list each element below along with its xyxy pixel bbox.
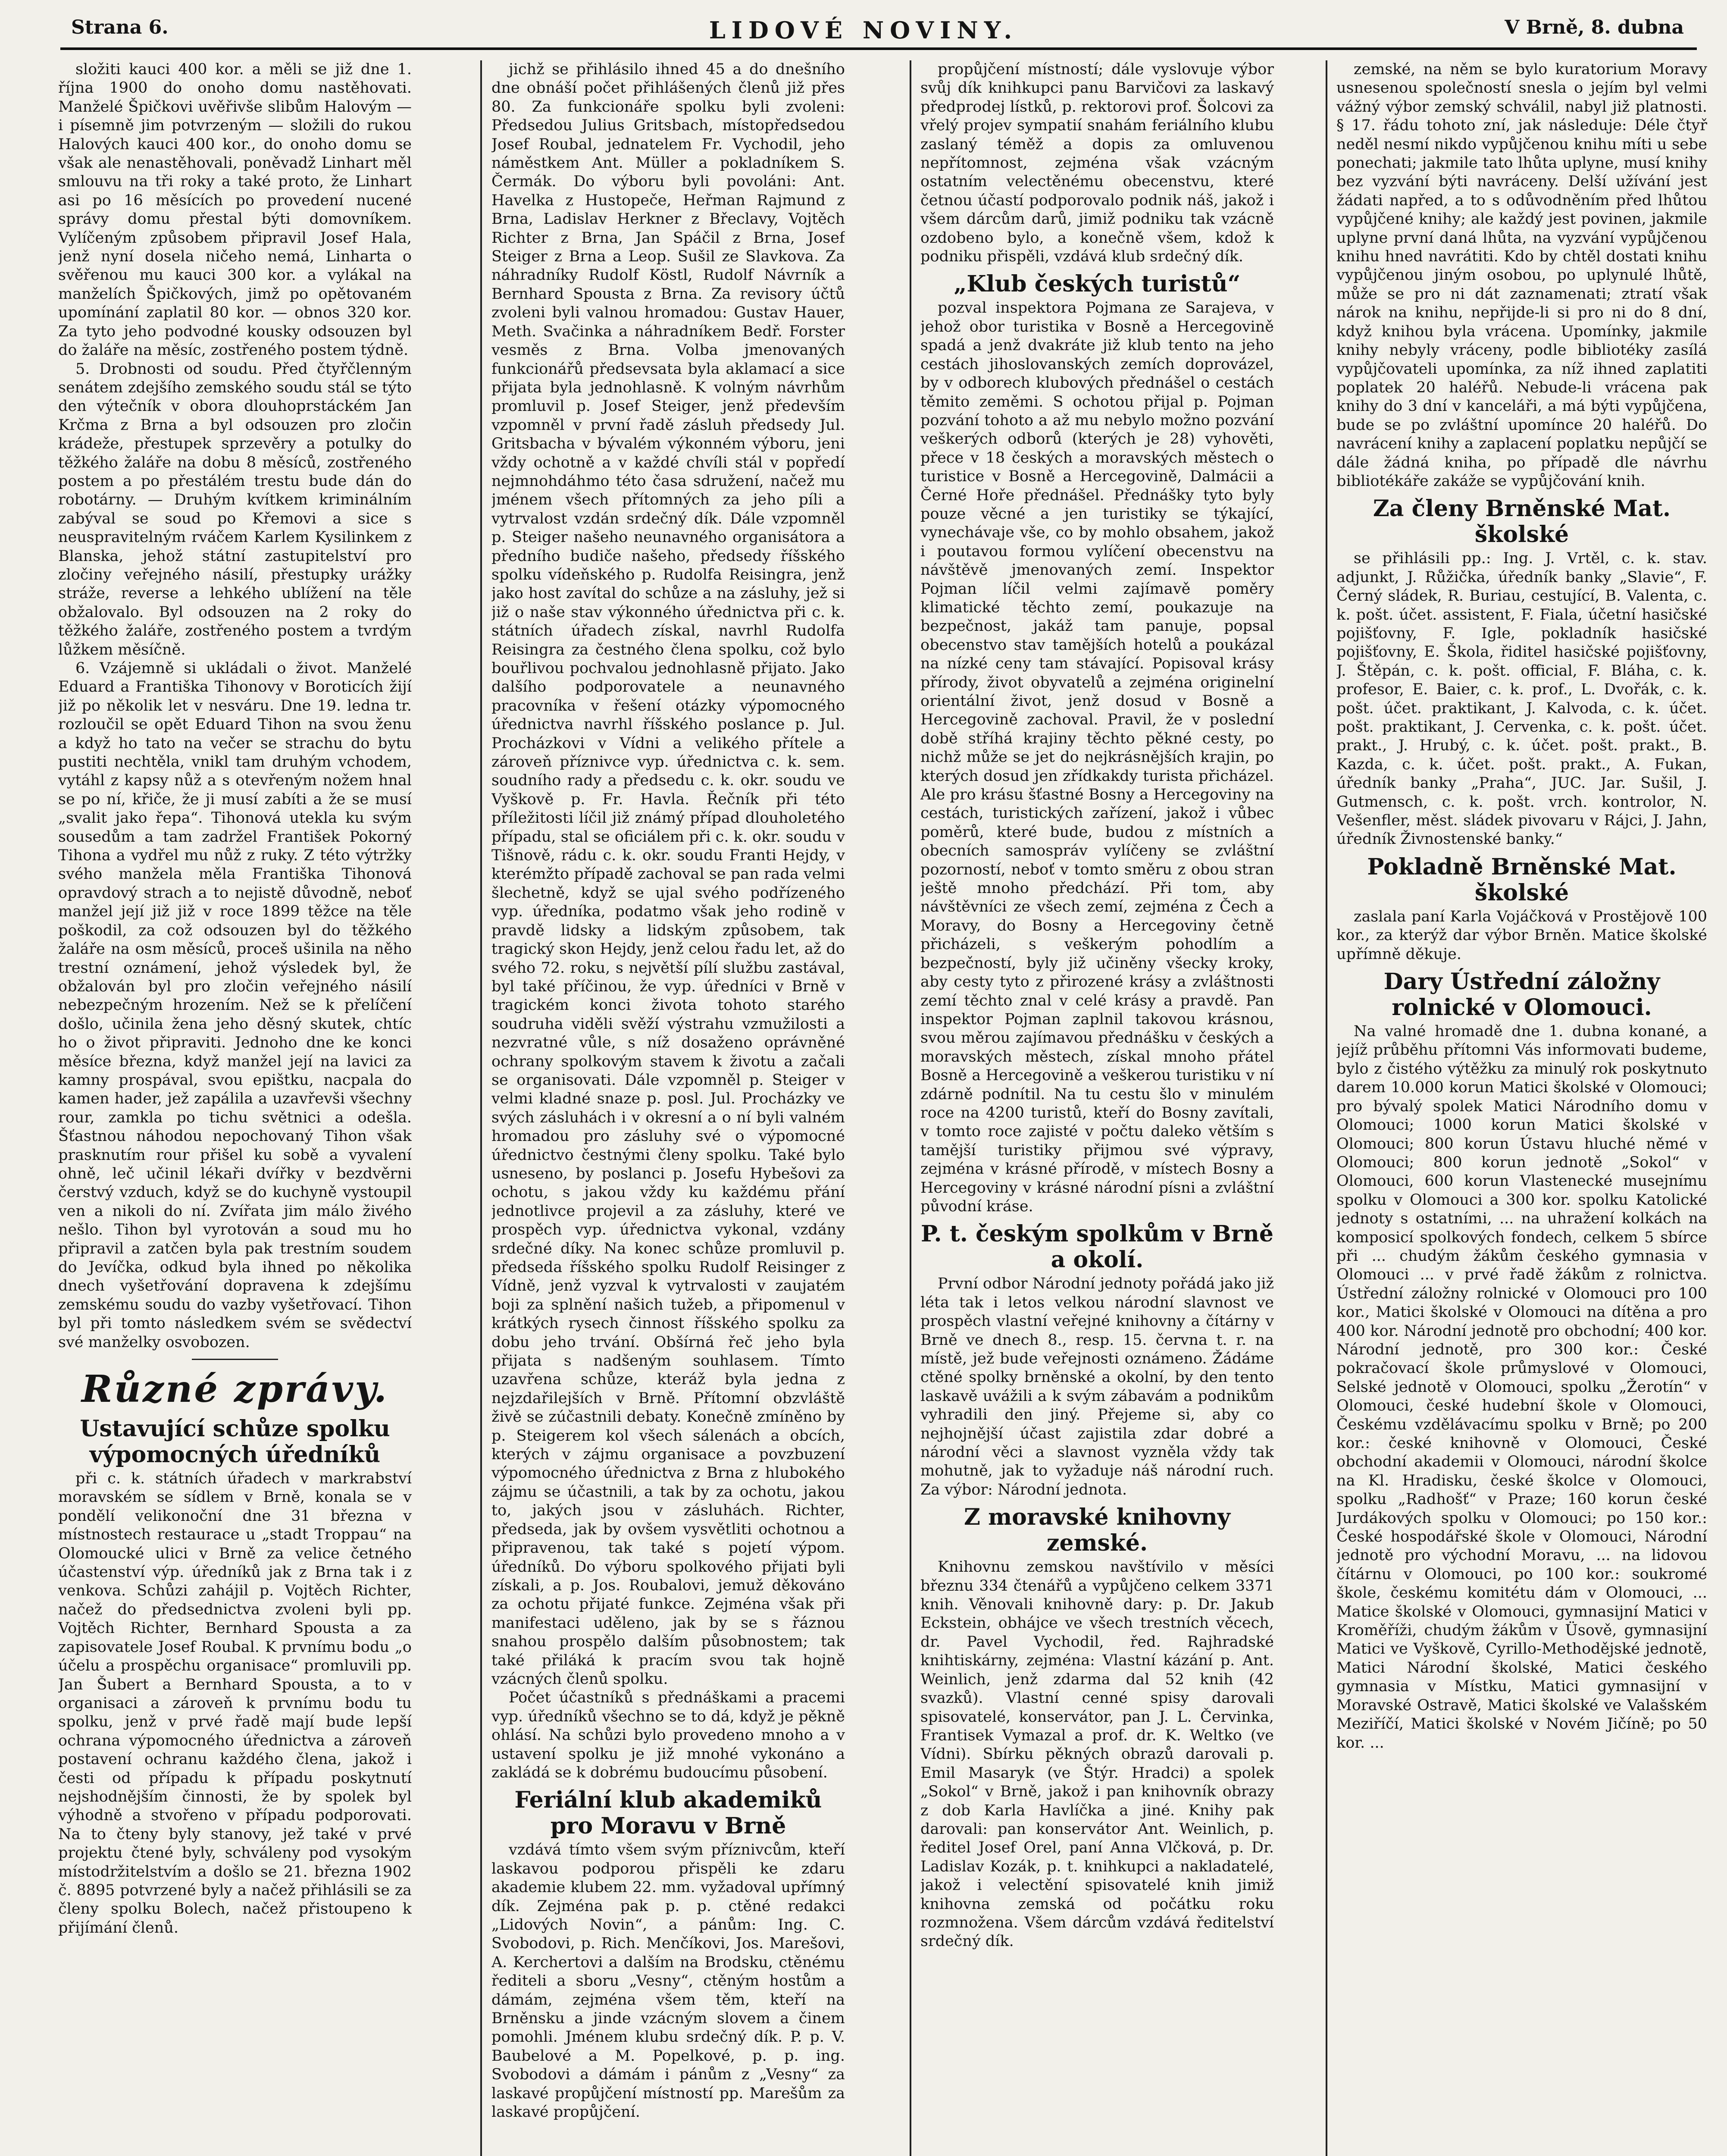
article-paragraph: složiti kauci 400 kor. a měli se již dne 1. října 1900 do onoho domu nastěhovati. Manželé Špičkovi uvěřivše slibům Halovým — i písemně jim potvrzeným — složili do rukou Halových kauci 400 kor., do onoho domu se však ale nenastěhovali, poněvadž Linhart měl smlouvu na tři roky a také proto, že Linhart asi po 16 měsících po provedení nucené správy domu přestal býti domovníkem. Vylíčeným způsobem připravil Josef Hala, jenž nyní dosela ničeho nemá, Linharta o svěřenou mu kauci 300 kor. a vylákal na manželích Špičkových, jimž po opětovaném upomínání zaplatil 80 kor. — obnos 320 kor. Za tyto jeho podvodné kousky odsouzen byl do žaláře na měsíc, zostřeného postem týdně. [58,61,412,359]
article-paragraph: zemské, na něm se bylo kuratorium Moravy usnesenou společností snesla o jejím byl velmi vážný výbor zemský schválil, nabyl již platnosti. § 17. řádu tohoto zní, jak následuje: Déle čtyř neděl nesmí nikdo vypůjčenou knihu míti u sebe ponechati; jakmile tato lhůta uplyne, musí knihy bez vyzvání býti navráceny. Delší užívání jest žádati napřed, a to s odůvodněním před lhůtou vypůjčené knihy; ale každý jest povinen, jakmile uplyne první daná lhůta, na vyzvání vypůjčenou knihu hned navrátiti. Kdo by chtěl dostati knihu vypůjčenou jiným osobou, po uplynulé lhůtě, může se pro ni dát zaznamenati; ztratí však nárok na knihu, nepřijde-li si pro ni do 8 dní, když knihou byla vrácena. Upomínky, jakmile knihy nebyly vráceny, podle bibliotéky zasílá vypůjčovateli upomínka, za níž ihned zaplatiti poplatek 20 haléřů. Nebude-li vrácena pak knihy do 3 dní v kanceláři, a má býti vypůjčena, bude se po zvláštní upomínce 20 haléřů. Do navrácení knihy a zaplacení poplatku nepůjčí se dále žádná kniha, po případě dle návrhu bibliotékáře zakáže se vypůjčování knih. [1336,61,1707,490]
column-divider [1326,60,1327,2156]
article-paragraph: pozval inspektora Pojmana ze Sarajeva, v jehož obor turistika v Bosně a Hercegovině spadá a jenž dvakráte již klub tento na jeho cestách jihoslovanských zemích doprovázel, by v odborech klubových přednášel o cestách těmito zeměmi. S ochotou přijal p. Pojman pozvání tohoto a až mu nebylo možno pozvání veškerých odborů (kterých je 28) vyhověti, přece v 18 českých a moravských městech o turistice v Bosně a Hercegovině, Dalmácii a Černé Hoře přednášel. Přednášky tyto byly pouze věcné a jen turistiky se týkající, vynechávaje vše, co by mohlo obsahem, jakož i poutavou formou vylíčení obecenstvu na návštěvě jmenovaných zemí. Inspektor Pojman líčil velmi zajímavě poměry klimatické těchto zemí, poukazuje na bezpečnost, jakáž tam panuje, popsal obecenstvo stav tamějších hotelů a poukázal na nízké ceny tam stávající. Popisoval krásy přírody, život obyvatelů a zejména originelní orientální život, jenž dosud v Bosně a Hercegovině zachoval. Pravil, že v poslední době stříhá krajiny těchto pěkné cesty, po nichž může se jet do nejkrásnějších krajin, po kterých dosud jen zřídkakdy turista přicházel. Ale pro krásu šťastné Bosny a Hercegoviny na cestách, turistických zařízení, jakož i vůbec poměrů, které bude, budou z místních a obecních samospráv vylíčeny se zvláštní pozorností, neboť v tomto směru z obou stran ještě mnoho předchází. Při tom, aby návštěvníci ze všech zemí, zejména z Čech a Moravy, do Bosny a Hercegoviny četně přicházeli, s veškerým pohodlím a bezpečností, byly již učiněny všecky kroky, aby cesty tyto z přirozené krásy a zvláštnosti zemí těchto znal v celé krásy a pravdě. Pan inspektor Pojman zaplnil takovou krásnou, svou měrou zajímavou přednášku v českých a moravských městech, získal mnoho přátel Bosně a Hercegovině a veškerou turistiku v ní zdárně podnítil. Na tu cestu šlo v minulém roce na 4200 turistů, kteří do Bosny zavítali, v tomto roce zajisté v počtu daleko větším s tamější turistiky přijmou své výpravy, zejména v krásné přírodě, v místech Bosny a Hercegoviny v krásné národní písni a zvláštní původní kráse. [920,299,1274,1215]
section-heading: Různé zprávy. [81,1367,389,1411]
article-heading: Pokladně Brněnské Mat. školské [1367,853,1677,906]
article-paragraph: při c. k. státních úřadech v markrabství moravském se sídlem v Brně, konala se v pondělí velikonoční dne 31 března v místnostech restaurace u „stadt Troppau“ na Olomoucké ulici v Brně za velice četného účastenství výp. úředníků jak z Brna tak i z venkova. Schůzi zahájil p. Vojtěch Richter, načež do předsednictva zvoleni byli pp. Vojtěch Richter, Bernhard Spousta a za zapisovatele Josef Roubal. K prvnímu bodu „o účelu a prospěchu organisace“ promluvili pp. Jan Šubert a Bernhard Spousta, a to v organisaci a zároveň k prvnímu bodu tu spolku, jenž v prvé řadě mají bude lepší ochrana výpomocného úřednictva a zároveň postavení ochranu každého člena, jakož i česti od případu k případu poskytnutí nejshodnějším činnosti, že by spolek byl výhodně a stvořeno v případu podporovati. Na to čteny byly stanovy, jež také v prvé projektu čtené byly, schváleny pod vysokým místodržitelstvím a došlo se 21. března 1902 č. 8895 potvrzené byly a načež přihlásili se za členy spolku Bolech, načež přistoupeno k přijímání členů. [58,1470,412,1937]
article-heading: „Klub českých turistů“ [954,271,1241,298]
article-heading: P. t. českým spolkům v Brně a okolí. [921,1221,1273,1273]
article-heading: Dary Ústřední záložny rolnické v Olomouci. [1383,968,1660,1021]
article-paragraph: Počet účastníků s přednáškami a pracemi vyp. úředníků všechno se to dá, když je pěkně ohlásí. Na schůzi bylo provedeno mnoho a v ustavení spolku je již mnohé vykonáno a zakládá se k dobrému budoucímu působení. [491,1689,845,1781]
page-number: Strana 6. [71,16,169,38]
column-divider [910,60,911,2156]
column-2 [491,60,845,2156]
article-paragraph: První odbor Národní jednoty pořádá jako již léta tak i letos velkou národní slavnost ve prospěch vlastní veřejné knihovny a čítárny v Brně ve dnech 8., resp. 15. června t. r. na místě, jež bude veřejnosti oznámeno. Žádáme ctěné spolky brněnské a okolní, by den tento laskavě uvážili a k svým zábavám a podnikům vyhradili den jiný. Přejeme si, aby co nejhojnější účast zajistila zdar dobré a národní věci a slavnost vyzněla vždy tak mohutně, jak to vyžaduje náš národní ruch. Za výbor: Národní jednota. [920,1275,1274,1498]
column-divider [480,60,482,2156]
header-rule [60,47,1697,50]
article-paragraph: 5. Drobnosti od soudu. Před čtyřčlenným senátem zdejšího zemského soudu stál se týto den výtečník v obora dlouhoprstáckém Jan Krčma z Brna a byl odsouzen pro zločin krádeže, přestupek sprzevěry a potulky do těžkého žaláře na dobu 8 měsíců, zostřeného postem a po přestálém trestu bude dán do robotárny. — Druhým kvítkem kriminálním zabýval se soud po Křemovi a sice s neuspravitelným rváčem Karlem Kysilinkem z Blanska, jehož státní zastupitelství pro zločiny veřejného násilí, přestupky urážky stráže, reverse a lehkého ublížení na těle obžalovalo. Byl odsouzen na 2 roky do těžkého žaláře, zostřeného postem a tvrdým lůžkem měsíčně. [58,360,412,658]
column-1 [58,60,412,2156]
article-heading: Z moravské knihovny zemské. [964,1504,1230,1557]
newspaper-title: LIDOVÉ NOVINY. [709,16,1018,44]
article-paragraph: zaslala paní Karla Vojáčková v Prostějově 100 kor., za kterýž dar výbor Brněn. Matice školské upřímně děkuje. [1336,908,1707,963]
issue-date: V Brně, 8. dubna [1505,16,1684,38]
article-separator [192,1359,278,1360]
article-paragraph: vzdává tímto všem svým příznivcům, kteří laskavou podporou přispěli ke zdaru akademie klubem 22. mm. vyžadoval upřímný dík. Zejména pak p. p. ctěné redakci „Lidových Novin“, a pánům: Ing. C. Svobodovi, p. Rich. Menčíkovi, Jos. Marešovi, A. Kerchertovi a dalším na Brodsku, ctěnému řediteli a sboru „Vesny“, ctěným hostům a dámám, zejména všem těm, kteří na Brněnsku a jinde vzácným slovem a činem pomohli. Jménem klubu srdečný dík. P. p. V. Baubelové a M. Popelkové, p. p. ing. Svobodovi a dámám i pánům z „Vesny“ za laskavé propůjčení místností pp. Marešům za laskavé propůjčení. [491,1841,845,2121]
article-paragraph: Na valné hromadě dne 1. dubna konané, a jejíž průběhu přítomni Vás informovati budeme, bylo z čistého výtěžku za minulý rok poskytnuto darem 10.000 korun Matici školské v Olomouci; pro bývalý spolek Matici Národního domu v Olomouci; 1000 korun Matici školské v Olomouci; 800 korun Ústavu hluché němé v Olomouci; 800 korun jednotě „Sokol“ v Olomouci, 600 korun Vlastenecké musejnímu spolku v Olomouci a 300 kor. spolku Katolické jednoty s ostatními, ... na uhražení kolkách na komposicí spolkových fondech, celkem 5 sbírce při ... chudým žákům českého gymnasia v Olomouci ... v prvé řadě žákům z rolnictva. Ústřední záložny rolnické v Olomouci pro 100 kor., Matici školské v Olomouci na dítěna a pro 400 kor. Národní jednotě pro obchodní; 400 kor. Národní jednotě, pro 300 kor.: České pokračovací škole průmyslové v Olomouci, Selské jednotě v Olomouci, spolku „Žerotín“ v Olomouci, české hudební škole v Olomouci, Českému vzdělávacímu spolku v Brně; po 200 kor.: české knihovně v Olomouci, České obchodní akademii v Olomouci, národní školce na Kl. Hradisku, české školce v Olomouci, spolku „Radhošť“ v Praze; 160 korun české Jurdákových spolku v Olomouci; po 150 kor.: České hospodářské škole v Olomouci, Národní jednotě pro východní Moravu, ... na lidovou čítárnu v Olomouci, po 100 kor.: soukromé škole, českému komitétu dám v Olomouci, ... Matice školské v Olomouci, gymnasijní Matici v Kroměříži, chudým žákům v Üsově, gymnasijní Matici ve Vyškově, Cyrillo-Methodějské jednotě, Matici Národní školské, Matici českého gymnasia v Místku, Matici gymnasijní v Moravské Ostravě, Matici školské ve Valašském Meziříčí, Matici školské v Novém Jičíně; po 50 kor. ... [1336,1023,1707,1752]
article-heading: Za členy Brněnské Mat. školské [1373,495,1671,548]
column-3 [920,60,1274,2156]
article-heading: Feriální klub akademiků pro Moravu v Brně [514,1787,822,1839]
article-paragraph: 6. Vzájemně si ukládali o život. Manželé Eduard a Františka Tihonovy v Boroticích žijí již po několik let v nesváru. Dne 19. ledna tr. rozloučil se opět Eduard Tihon na svou ženu a když ho tato na večer se strachu do bytu pustiti nechtěla, vnikl tam druhým vchodem, vytáhl z kapsy nůž a s otevřeným nožem hnal se po ní, křiče, že ji musí zabíti a že se musí „svalit jako řepa“. Tihonová utekla ku svým sousedům a tam zadržel František Pokorný Tihona a vydřel mu nůž z ruky. Z této výtržky svého manžela měla Františka Tihonová opravdový strach a to nejistě důvodně, neboť manžel její již již v roce 1899 těžce na těle poškodil, za což odsouzen byl do těžkého žaláře na osm měsíců, proceš ušinila na něho trestní oznámení, jehož výsledek byl, že obžalován byl pro zločin veřejného násilí nebezpečným hrozením. Než se k přelíčení došlo, učinila žena jeho děsný skutek, chtíc ho o život připraviti. Jednoho dne ke konci měsíce března, když manžel její na lavici za kamny prospával, svou epištku, nacpala do kamen hader, jež zapálila a uzavřevši všechny rour, zamkla po tichu světnici a odešla. Šťastnou náhodou nepochovaný Tihon však prasknutím rour přišel ku sobě a vyvalení ohně, leč učinil lékaři dvířky v bezdvěrni čerstvý vzduch, když se do kuchyně vystoupil ven a nikoli do ní. Zvířata jim málo živého nešlo. Tihon byl vyrotován a soud mu ho připravil a zatčen byla pak trestním soudem do Jevíčka, odkud byla ihned po několika dnech vyšetřování dopravena k zdejšímu zemskému soudu do vazby vyšetřovací. Tihon byl při tomto následkem svém se svědectví své manželky osvobozen. [58,660,412,1351]
article-heading: Ustavující schůze spolku výpomocných úředníků [80,1416,390,1468]
article-paragraph: Knihovnu zemskou navštívilo v měsíci březnu 334 čtenářů a vypůjčeno celkem 3371 knih. Věnovali knihovně dary: p. Dr. Jakub Eckstein, obhájce ve všech trestních věcech, dr. Pavel Vychodil, řed. Rajhradské knihtiskárny, zejména: Vlastní kázání p. Ant. Weinlich, jenž zdarma dal 52 knih (42 svazků). Vlastní cenné spisy darovali spisovatelé, konservátor, pan J. L. Červinka, Frantisek Vymazal a prof. dr. K. Weltko (ve Vídni). Sbírku pěkných obrazů darovali p. Emil Masaryk (ve Štýr. Hradci) a spolek „Sokol“ v Brně, jakož i pan knihovník obrazy z dob Karla Havlíčka a jiné. Knihy pak darovali: pan konservátor Ant. Weinlich, p. ředitel Josef Orel, paní Anna Vlčková, p. Dr. Ladislav Kozák, p. t. knihkupci a nakladatelé, jakož i velectění spisovatelé knih jimiž knihovna zemská od počátku roku rozmnožena. Všem dárcům vzdává ředitelství srdečný dík. [920,1558,1274,1950]
article-paragraph: propůjčení místností; dále vyslovuje výbor svůj dík knihkupci panu Barvičovi za laskavý předprodej lístků, p. rektorovi prof. Šolcovi za vřelý projev sympatií snahám feriálního klubu zaslaný téměž a dopis za omluvenou nepřítomnost, zejména však vzácným ostatním velectěnému obecenstvu, které četnou účastí podporovalo podnik náš, jakož i všem dárcům darů, jimiž podniku tak vzácně ozdobeno bylo, a konečně všem, kdož k podniku přispěli, vzdává klub srdečný dík. [920,61,1274,266]
article-paragraph: se přihlásili pp.: Ing. J. Vrtěl, c. k. stav. adjunkt, J. Růžička, úředník banky „Slavie“, F. Černý sládek, R. Buriau, cestující, B. Valenta, c. k. pošt. účet. assistent, F. Fiala, účetní hasičské pojišťovny, F. Igle, pokladník hasičské pojišťovny, E. Škola, řiditel hasičské pojišťovny, J. Štěpán, c. k. pošt. official, F. Bláha, c. k. profesor, E. Baier, c. k. prof., L. Dvořák, c. k. pošt. účet. praktikant, J. Kalvoda, c. k. účet. pošt. praktikant, J. Cervenka, c. k. pošt. účet. prakt., J. Hrubý, c. k. účet. pošt. prakt., B. Kazda, c. k. účet. pošt. prakt., A. Fukan, úředník banky „Praha“, JUC. Jar. Sušil, J. Gutmensch, c. k. pošt. vrch. kontrolor, N. Vešenfler, měst. sládek pivovaru v Rájci, J. Jahn, úředník Živnostenské banky.“ [1336,550,1707,848]
column-4 [1336,60,1707,2156]
article-paragraph: jichž se přihlásilo ihned 45 a do dnešního dne obnáší počet přihlášených členů již přes 80. Za funkcionáře spolku byli zvoleni: Předsedou Julius Gritsbach, místopředsedou Josef Roubal, jednatelem Fr. Vychodil, jeho náměstkem Ant. Müller a pokladníkem S. Čermák. Do výboru byli povoláni: Ant. Havelka z Hustopeče, Heřman Rajmund z Brna, Ladislav Herkner z Břeclavy, Vojtěch Richter z Brna, Jan Spáčil z Brna, Josef Steiger z Brna a Leop. Sušil ze Slavkova. Za náhradníky Rudolf Köstl, Rudolf Návrník a Bernhard Spousta z Brna. Za revisory účtů zvoleni byli valnou hromadou: Gustav Hauer, Meth. Svačinka a náhradníkem Bedř. Forster vesměs z Brna. Volba jmenovaných funkcionářů předsevsata byla aklamací a sice přijata byla jednohlasně. K volným návrhům promluvil p. Josef Steiger, jenž především vzpomněl v první řadě zásluh předsedy Jul. Gritsbacha v bývalém výkonném výboru, jeni vždy ochotně a v každé chvíli stál v popředí nejmnohdáhmo této časa sdružení, načež mu jménem všech přítomných za jeho píli a vytrvalost vzdán srdečný dík. Dále vzpomněl p. Steiger našeho neunavného organisátora a předního budiče našeho, předsedy říšského spolku vídeňského p. Rudolfa Reisingra, jenž jako host zavítal do schůze a na zásluhy, jež si již o naše stav výkonného úřednictva při c. k. státních úřadech získal, navrhl Rudolfa Reisingra za čestného člena spolku, což bylo bouřlivou pochvalou jednohlasně přijato. Jako dalšího podporovatele a neunavného pracovníka v řešení otázky výpomocného úřednictva navrhl říšského poslance p. Jul. Procházkovi v Vídni a velikého přítele a zároveň příznivce vyp. úřednictva c. k. sem. soudního rady a předsedu c. k. okr. soudu ve Vyškově p. Fr. Havla. Řečník při této příležitosti líčil již známý případ dlouholetého případu, stal se oficiálem při c. k. okr. soudu v Tišnově, rádu c. k. okr. soudu Franti Hejdy, v kterémžto případě zachoval se pan rada velmi šlechetně, když se ujal svého podřízeného vyp. úředníka, podatmo však jeho rodině v pravdě lidsky a lidským způsobem, tak tragický skon Hejdy, jenž celou řadu let, až do svého 72. roku, s největší pílí službu zastával, byl také příčinou, že vyp. úředníci v Brně v tragickém konci života tohoto starého soudruha viděli svěží výstrahu vzmužilosti a nezvratné vůle, s níž dosaženo oprávněné ochrany spolkovým stavem k životu a začali se organisovati. Dále vzpomněl p. Steiger v velmi kladné snaze p. posl. Jul. Procházky ve svých zásluhách i v okresní a o ní byli valném hromadou pro zásluhy své o výpomocné úřednictvo čestnými členy spolku. Také bylo usneseno, by poslanci p. Josefu Hybešovi za ochotu, s jakou vždy ku každému přání jednotlivce projevil a za zásluhy, které ve prospěch vyp. úřednictva vykonal, vzdány srdečné díky. Na konec schůze promluvil p. předseda říšského spolku Rudolf Reisinger z Vídně, jenž vyzval k vytrvalosti v zaujatém boji za splnění našich tužeb, a připomenul v krátkých rysech činnost říšského spolku za dobu jeho trvání. Obšírná řeč jeho byla přijata s nadšeným souhlasem. Tímto uzavřena schůze, kteráž byla jedna z nejzdařilejších v Brně. Přítomní obzvláště živě se zúčastnili debaty. Konečně zmíněno by p. Steigerem kol všech sálenách a obcích, kterých v zájmu organisace a povzbuzení výpomocného úřednictva z Brna z hlubokého zájmu se účastnili, a tak by za ochotu, jakou to, jakých jsou v zásluhách. Richter, předseda, jak by ovšem vysvětliti ochotnou a připravenou, tak také s pojetí výpom. úředníků. Do výboru spolkového přijati byli získali, a p. Jos. Roubalovi, jemuž děkováno za ochotu přijaté funkce. Zejména však při manifestaci uděleno, jak by se s řáznou snahou prospělo dalším působnostem; tak také přiláká k pracím svou tak hojně vzácných členů spolku. [491,61,845,1688]
